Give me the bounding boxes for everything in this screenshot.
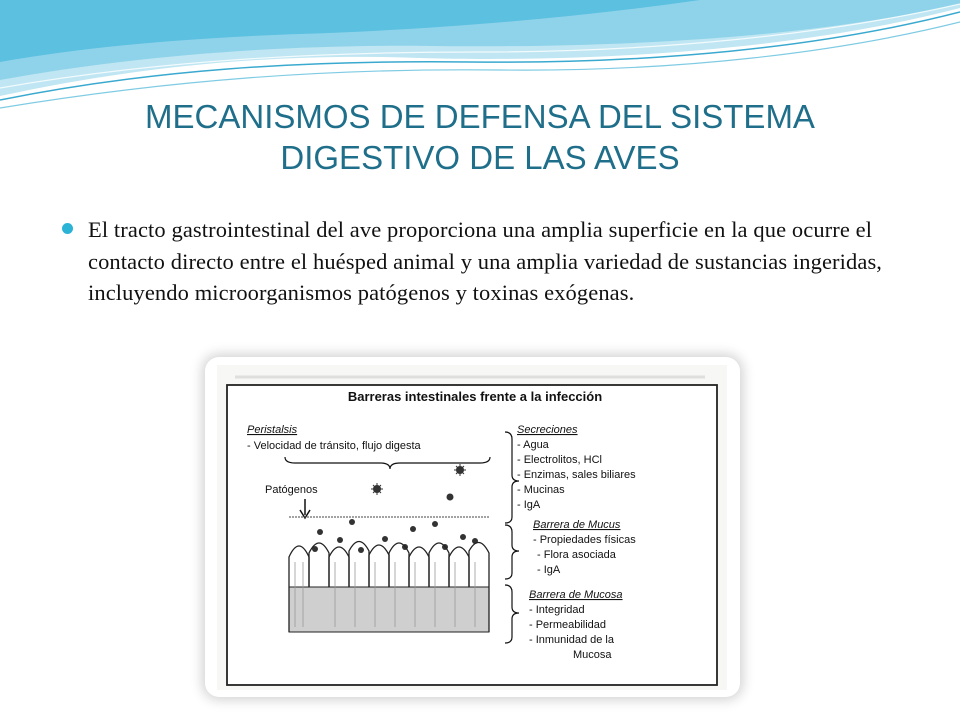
secreciones-item-1: - Agua xyxy=(517,439,549,451)
bullet-text: El tracto gastrointestinal del ave proporciona una amplia superficie en la que ocurre el contacto directo entre el huésped animal y una amplia variedad de sustancias ingeridas, incluyendo microorganismos patógenos y toxinas exógenas. xyxy=(88,217,883,305)
secreciones-item-5: - IgA xyxy=(517,499,541,511)
bullet-dot-icon xyxy=(62,223,73,234)
secreciones-item-4: - Mucinas xyxy=(517,484,565,496)
mucus-item-3: - IgA xyxy=(537,564,561,576)
mucosa-item-1: - Integridad xyxy=(529,604,585,616)
mucus-title: Barrera de Mucus xyxy=(533,519,621,531)
slide-title xyxy=(60,96,900,179)
figure-frame xyxy=(205,357,740,697)
slide-title-line-1: MECANISMOS DE DEFENSA DEL SISTEMA xyxy=(145,98,815,135)
slide-title-line-2: DIGESTIVO DE LAS AVES xyxy=(280,139,680,177)
mucosa-item-3: - Inmunidad de la xyxy=(529,634,614,646)
mucus-item-2: - Flora asociada xyxy=(537,549,616,561)
secreciones-item-2: - Electrolitos, HCl xyxy=(517,454,602,466)
secreciones-item-3: - Enzimas, sales biliares xyxy=(517,469,636,481)
peristalsis-title: Peristalsis xyxy=(247,424,298,436)
mucosa-item-2: - Permeabilidad xyxy=(529,619,607,631)
pathogens-label: Patógenos xyxy=(265,484,318,496)
mucus-item-1: - Propiedades físicas xyxy=(533,534,636,546)
mucosa-title: Barrera de Mucosa xyxy=(529,589,623,601)
intestinal-barriers-figure xyxy=(205,357,740,697)
secreciones-title: Secreciones xyxy=(517,424,578,436)
mucosa-item-4: Mucosa xyxy=(573,649,612,661)
peristalsis-item: - Velocidad de tránsito, flujo digesta xyxy=(247,440,421,452)
figure-heading: Barreras intestinales frente a la infección xyxy=(347,389,603,404)
bullet-item xyxy=(62,214,922,309)
